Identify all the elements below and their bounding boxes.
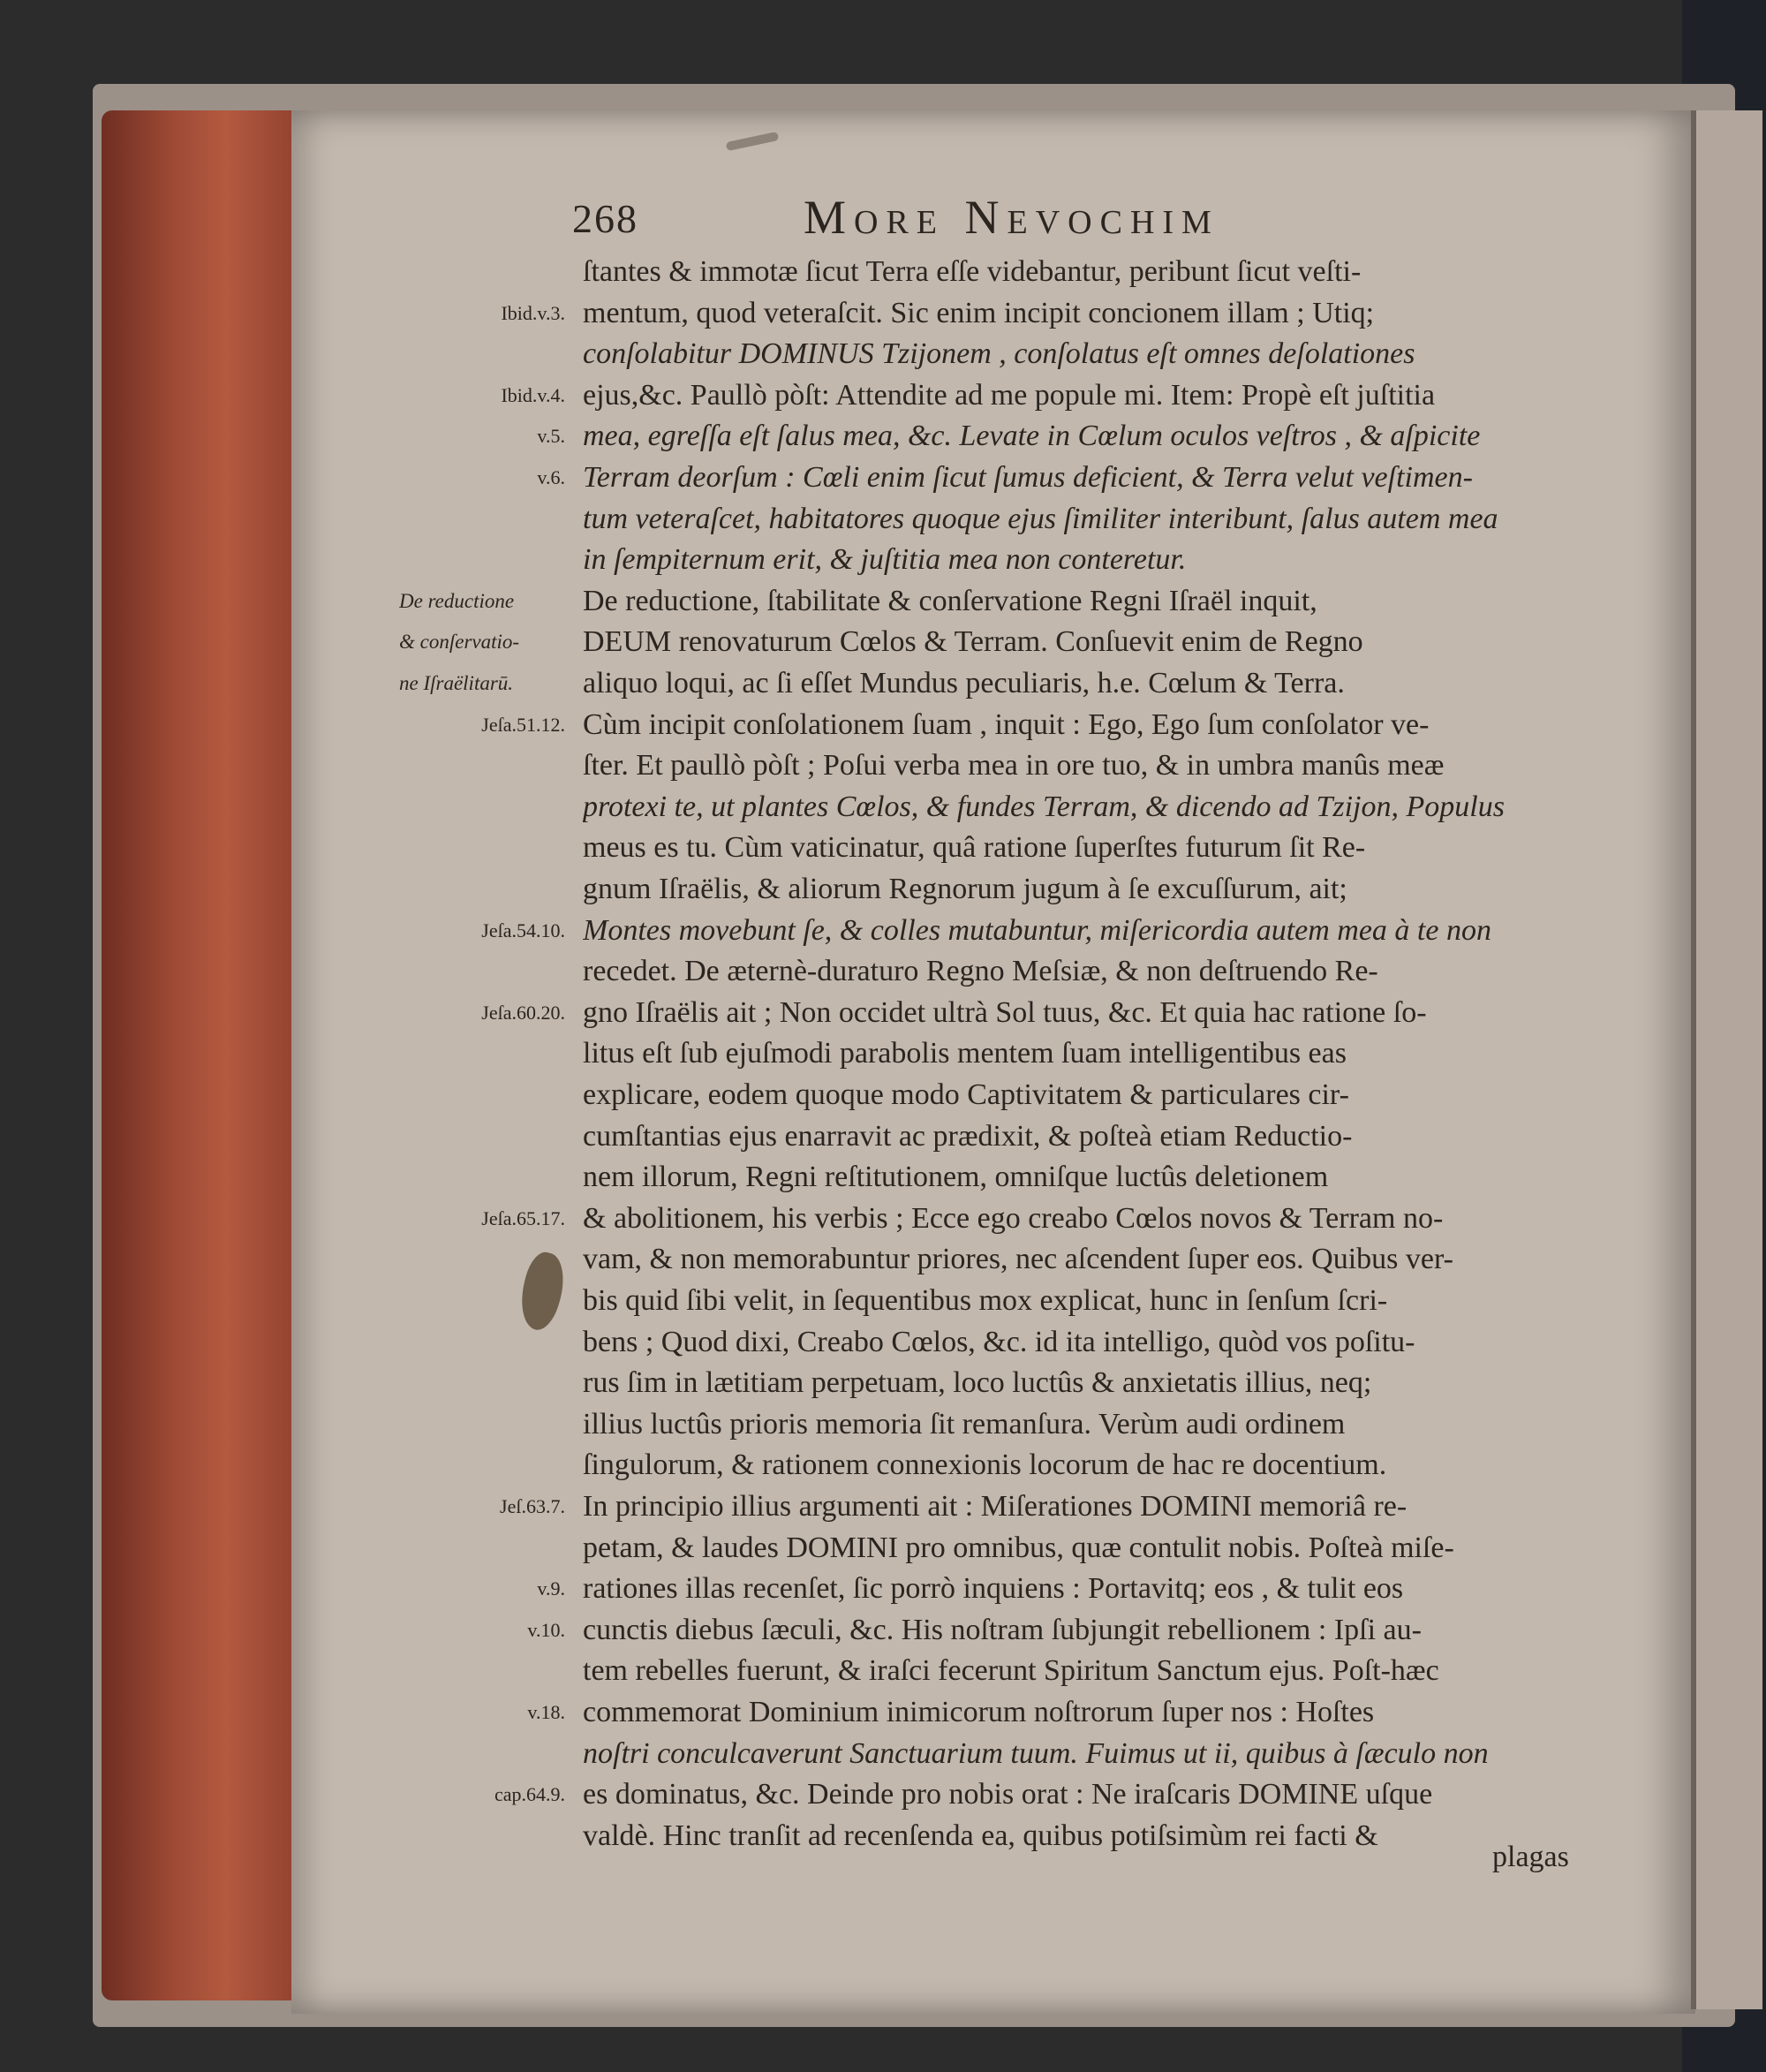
text-line: conſolabitur DOMINUS Tzijonem , conſolatus eſt omnes deſolationes (583, 337, 1415, 371)
margin-note: v.10. (527, 1618, 565, 1641)
text-line: aliquo loqui, ac ſi eſſet Mundus peculiaris, h.e. Cœlum & Terra. (583, 667, 1345, 699)
text-line: gno Iſraëlis ait ; Non occidet ultrà Sol tuus, &c. Et quia hac ratione ſo- (583, 995, 1427, 1029)
text-line: In principio illius argumenti ait : Miſerationes DOMINI memoriâ re- (583, 1490, 1408, 1523)
margin-note: v.6. (537, 466, 565, 488)
catchword: plagas (1492, 1841, 1569, 1873)
margin-note: Jeſa.65.17. (481, 1206, 565, 1229)
text-line: rationes illas recenſet, ſic porrò inquiens : Portavitq; eos , & tulit eos (583, 1572, 1404, 1606)
margin-note: & conſervatio- (399, 631, 520, 654)
page-fore-edge (102, 110, 309, 2000)
margin-note: v.9. (537, 1577, 565, 1600)
text-line: & abolitionem, his verbis ; Ecce ego creabo Cœlos novos & Terram no- (583, 1201, 1444, 1235)
running-head (572, 190, 1561, 252)
text-line: litus eſt ſub ejuſmodi parabolis mentem ſuam intelligentibus eas (583, 1037, 1347, 1070)
text-line: vam, & non memorabuntur priores, nec aſcendent ſuper eos. Quibus ver- (583, 1243, 1453, 1276)
text-line: cumſtantias ejus enarravit ac prædixit, & poſteà etiam Reductio- (583, 1119, 1353, 1153)
text-line: in ſempiternum erit, & juſtitia mea non conteretur. (583, 543, 1187, 577)
margin-note: Jeſ.63.7. (500, 1495, 565, 1517)
text-line: mentum, quod veteraſcit. Sic enim incipit concionem illam ; Utiq; (583, 296, 1375, 329)
book-title: More Nevochim (804, 191, 1219, 244)
margin-note: v.5. (537, 425, 565, 448)
text-line: ſingulorum, & rationem connexionis locorum de hac re docentium. (583, 1448, 1387, 1482)
margin-note: cap.64.9. (494, 1783, 565, 1806)
text-line: rus ſim in lætitiam perpetuam, loco luctûs & anxietatis illius, neq; (583, 1366, 1372, 1400)
text-line: illius luctûs prioris memoria ſit remanſura. Verùm audi ordinem (583, 1407, 1346, 1441)
text-line: explicare, eodem quoque modo Captivitatem & particulares cir- (583, 1078, 1349, 1111)
margin-note: Ibid.v.3. (501, 301, 565, 324)
text-line: bens ; Quod dixi, Creabo Cœlos, &c. id ita intelligo, quòd vos poſitu- (583, 1325, 1415, 1358)
margin-note: v.18. (527, 1701, 565, 1723)
text-line: Cùm incipit conſolationem ſuam , inquit : Ego, Ego ſum conſolator ve- (583, 707, 1430, 741)
text-line: commemorat Dominium inimicorum noſtrorum ſuper nos : Hoſtes (583, 1696, 1375, 1728)
text-line: Terram deorſum : Cœli enim ſicut ſumus deficient, & Terra velut veſtimen- (583, 461, 1473, 494)
margin-note: Jeſa.60.20. (481, 1001, 565, 1024)
text-line: valdè. Hinc tranſit ad recenſenda ea, quibus potiſsimùm rei facti & (583, 1819, 1378, 1852)
text-line: tem rebelles fuerunt, & iraſci fecerunt Spiritum Sanctum ejus. Poſt-hæc (583, 1654, 1439, 1688)
text-line: cunctis diebus ſæculi, &c. His noſtram ſubjungit rebellionem : Ipſi au- (583, 1613, 1422, 1646)
text-line: Montes movebunt ſe, & colles mutabuntur, miſericordia autem mea à te non (583, 913, 1491, 947)
text-line: petam, & laudes DOMINI pro omnibus, quæ contulit nobis. Poſteà miſe- (583, 1531, 1454, 1564)
text-line: mea, egreſſa eſt ſalus mea, &c. Levate in Cœlum oculos veſtros , & aſpicite (583, 420, 1481, 453)
margin-note: De reductione (399, 589, 515, 612)
text-line: nem illorum, Regni reſtitutionem, omniſque luctûs deletionem (583, 1161, 1329, 1194)
text-line: ſter. Et paullò pòſt ; Poſui verba mea in ore tuo, & in umbra manûs meæ (583, 749, 1445, 783)
page-number: 268 (572, 196, 638, 241)
text-line: ſtantes & immotæ ſicut Terra eſſe videbantur, peribunt ſicut veſti- (583, 255, 1362, 288)
margin-note: Jeſa.54.10. (481, 919, 565, 941)
text-line: gnum Iſraëlis, & aliorum Regnorum jugum à ſe excuſſurum, ait; (583, 873, 1347, 905)
text-line: ejus,&c. Paullò pòſt: Attendite ad me popule mi. Item: Propè eſt juſtitia (583, 378, 1436, 412)
text-line: bis quid ſibi velit, in ſequentibus mox explicat, hunc in ſenſum ſcri- (583, 1284, 1388, 1317)
text-line: es dominatus, &c. Deinde pro nobis orat : Ne iraſcaris DOMINE uſque (583, 1778, 1433, 1811)
text-line: tum veteraſcet, habitatores quoque ejus ſimiliter interibunt, ſalus autem mea (583, 502, 1498, 535)
margin-note: Jeſa.51.12. (481, 713, 565, 736)
text-line: protexi te, ut plantes Cœlos, & fundes Terram, & dicendo ad Tzijon, Populus (583, 790, 1505, 823)
margin-note: Ibid.v.4. (501, 383, 565, 406)
text-line: De reductione, ſtabilitate & conſervatione Regni Iſraël inquit, (583, 584, 1317, 617)
text-line: noſtri conculcaverunt Sanctuarium tuum. Fuimus ut ii, quibus à ſæculo non (583, 1736, 1489, 1770)
facing-page-edge (1691, 110, 1762, 2009)
text-line: meus es tu. Cùm vaticinatur, quâ ratione ſuperſtes futurum ſit Re- (583, 831, 1366, 865)
text-line: DEUM renovaturum Cœlos & Terram. Conſuevit enim de Regno (583, 625, 1363, 659)
text-line: recedet. De æternè-duraturo Regno Meſsiæ, & non deſtruendo Re- (583, 955, 1378, 988)
margin-note: ne Iſraëlitarū. (399, 672, 514, 694)
